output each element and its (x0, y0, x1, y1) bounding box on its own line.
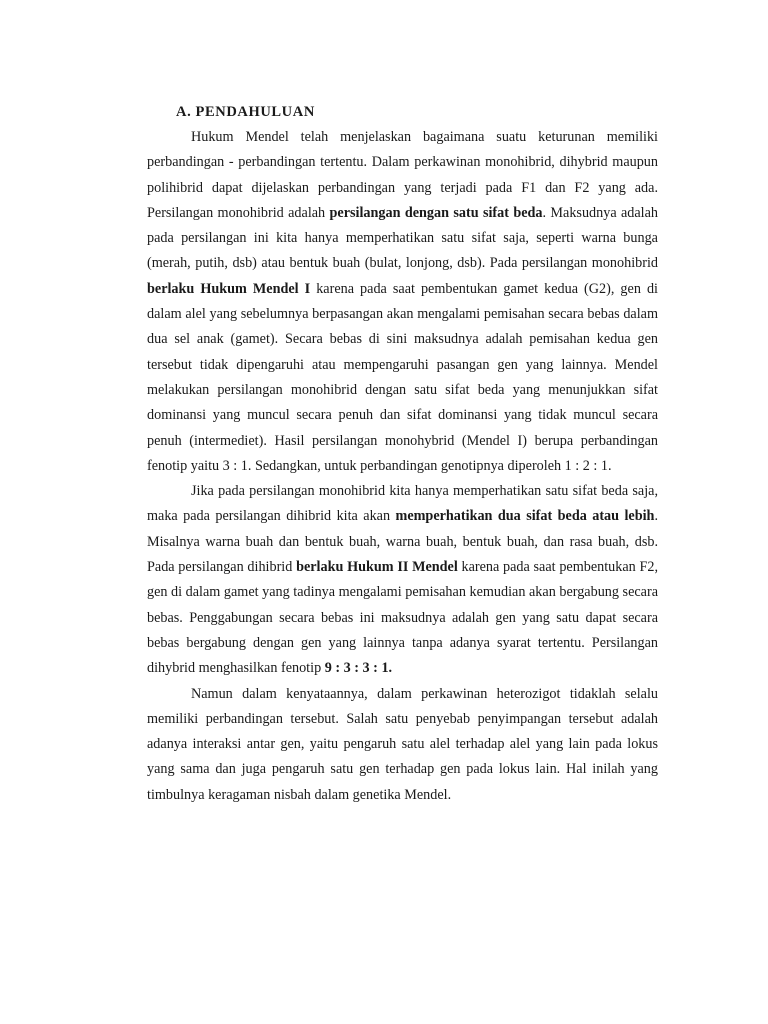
paragraph-interaksi-gen (147, 682, 658, 808)
section-heading: A. PENDAHULUAN (176, 104, 315, 120)
bold-text-run: berlaku Hukum Mendel I (147, 280, 311, 297)
text-run: Hukum Mendel telah menjelaskan bagaimana suatu keturunan memiliki perbandingan - perbandingan tertentu. Dalam perkawinan monohibrid, dihybrid maupun polihibrid dapat dijelaskan perbandingan yang terjadi pada F1 dan F2 yang ada. Persilangan monohibrid adalah (147, 129, 658, 221)
bold-text-run: memperhatikan dua sifat beda atau lebih (395, 508, 655, 525)
paragraph-monohibrid (147, 125, 658, 479)
text-run: . Misalnya warna buah dan bentuk buah, warna buah, bentuk buah, dan rasa buah, dsb. Pada persilangan dihibrid (147, 508, 658, 576)
text-run: . Maksudnya adalah pada persilangan ini kita hanya memperhatikan satu sifat saja, seperti warna bunga (merah, putih, dsb) atau bentuk buah (bulat, lonjong, dsb). Pada persilangan monohibrid (147, 204, 658, 272)
text-run: karena pada saat pembentukan F2, gen di dalam gamet yang tadinya mengalami pemisahan kemudian akan bergabung secara bebas. Penggabungan secara bebas ini maksudnya adalah gen yang satu dapat secara bebas bergabung dengan gen yang lainnya tanpa adanya syarat tertentu. Persilangan dihybrid menghasilkan fenotip (147, 559, 658, 677)
bold-text-run: persilangan dengan satu sifat beda (329, 204, 543, 221)
bold-text-run: 9 : 3 : 3 : 1. (324, 660, 393, 677)
text-run: Jika pada persilangan monohibrid kita hanya memperhatikan satu sifat beda saja, maka pada persilangan dihibrid kita akan (147, 483, 658, 525)
bold-text-run: berlaku Hukum II Mendel (296, 559, 458, 576)
paragraph-dihibrid (147, 479, 658, 681)
text-run: karena pada saat pembentukan gamet kedua (G2), gen di dalam alel yang sebelumnya berpasangan akan mengalami pemisahan secara bebas dalam dua sel anak (gamet). Secara bebas di sini maksudnya adalah pemisahan kedua gen tersebut tidak dipengaruhi atau mempengaruhi pasangan gen yang lainnya. Mendel melakukan persilangan monohibrid dengan satu sifat beda yang menunjukkan sifat dominansi yang muncul secara penuh dan sifat dominansi yang tidak muncul secara penuh (intermediet). Hasil persilangan monohybrid (Mendel I) berupa perbandingan fenotip yaitu 3 : 1. Sedangkan, untuk perbandingan genotipnya diperoleh 1 : 2 : 1. (147, 280, 658, 474)
document-page (147, 100, 658, 808)
text-run: Namun dalam kenyataannya, dalam perkawinan heterozigot tidaklah selalu memiliki perbandingan tersebut. Salah satu penyebab penyimpangan tersebut adalah adanya interaksi antar gen, yaitu pengaruh satu alel terhadap alel yang lain pada lokus yang sama dan juga pengaruh satu gen terhadap gen pada lokus lain. Hal inilah yang timbulnya keragaman nisbah dalam genetika Mendel. (147, 685, 658, 803)
